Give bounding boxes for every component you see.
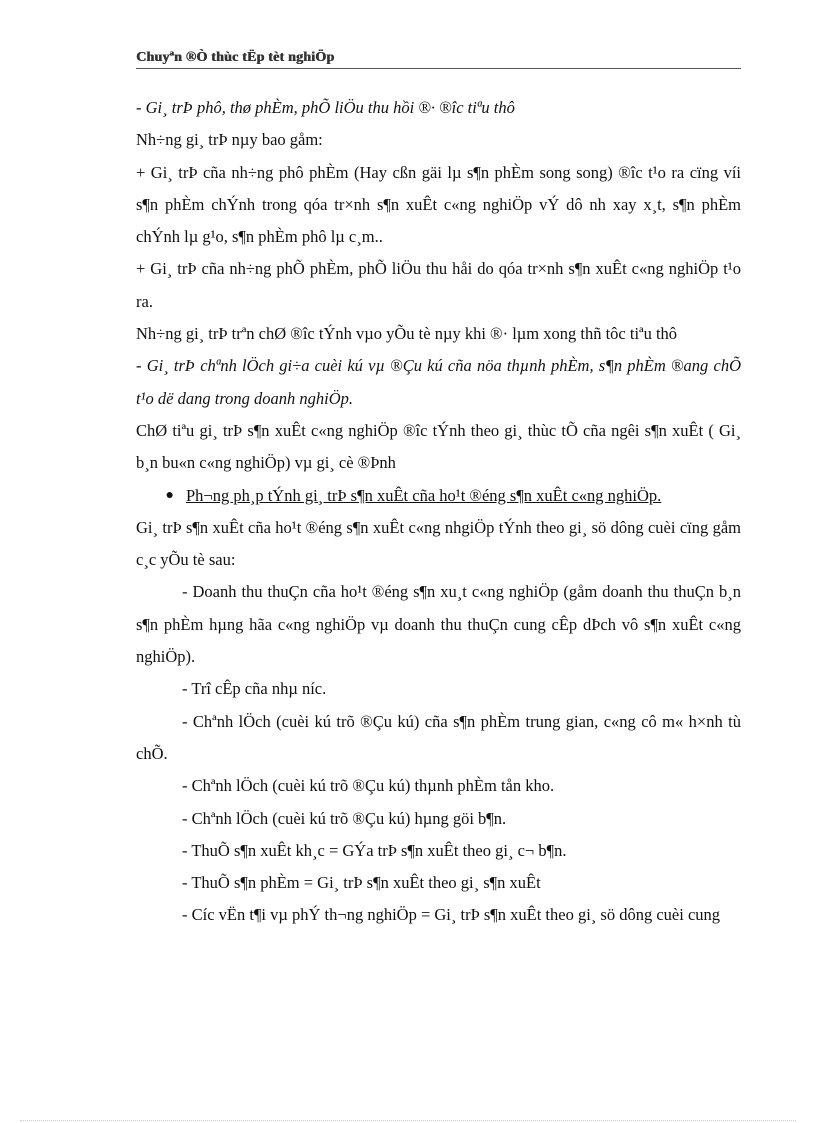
- section-bullet: [136, 480, 741, 512]
- list-item: - Trî cÊp cña nhµ níc.: [182, 679, 327, 699]
- list-item: - Cíc vËn t¶i vµ phÝ th¬ng nghiÖp = Gi¸ trÞ s¶n xuÊt theo gi¸ sö dông cuèi cung: [182, 905, 721, 925]
- list-item: - Chªnh lÖch (cuèi kú trõ ®Çu kú) hµng göi b¶n.: [182, 808, 507, 828]
- paragraph: + Gi¸ trÞ cña nh÷ng phÕ phÈm, phÕ liÖu thu håi do qóa tr×nh s¶n xuÊt c«ng nghiÖp t¹o ra.: [136, 259, 741, 311]
- list-item: - Chªnh lÖch (cuèi kú trõ ®Çu kú) thµnh phÈm tån kho.: [182, 776, 555, 796]
- section-heading: Ph¬ng ph¸p tÝnh gi¸ trÞ s¶n xuÊt cña ho¹t ®éng s¶n xuÊt c«ng nghiÖp.: [186, 485, 662, 505]
- bullet-icon: ●: [165, 487, 174, 503]
- page-header: [136, 50, 741, 69]
- paragraph: Nh÷ng gi¸ trÞ nµy bao gåm:: [136, 130, 323, 150]
- paragraph: - Gi¸ trÞ phô, thø phÈm, phÕ liÖu thu hồi ®· ®îc tiªu thô: [136, 98, 515, 117]
- list-item: - ThuÕ s¶n xuÊt kh¸c = GÝa trÞ s¶n xuÊt theo gi¸ c¬ b¶n.: [182, 840, 567, 860]
- paragraph: + Gi¸ trÞ cña nh÷ng phô phÈm (Hay cßn gäi lµ s¶n phÈm song song) ®îc t¹o ra cïng víi s¶n phÈm chÝnh trong qóa tr×nh s¶n xuÊt c«ng nghiÖp vÝ dô nh xay x¸t, s¶n phÈm chÝnh lµ g¹o, s¶n phÈm phô lµ c¸m..: [136, 162, 741, 247]
- paragraph: ChØ tiªu gi¸ trÞ s¶n xuÊt c«ng nghiÖp ®îc tÝnh theo gi¸ thùc tÕ cña ngêi s¶n xuÊt ( Gi¸ b¸n bu«n c«ng nghiÖp) vµ gi¸ cè ®Þnh: [136, 420, 741, 473]
- paragraph: Nh÷ng gi¸ trÞ trªn chØ ®îc tÝnh vµo yÕu tè nµy khi ®· lµm xong thñ tôc tiªu thô: [136, 324, 678, 344]
- document-body: [136, 92, 741, 932]
- header-title: Chuyªn ®Ò thùc tËp tèt nghiÖp: [136, 50, 335, 65]
- list-item: - Chªnh lÖch (cuèi kú trõ ®Çu kú) cña s¶n phÈm trung gian, c«ng cô m« h×nh tù chÕ.: [136, 711, 741, 763]
- list-item: - ThuÕ s¶n phÈm = Gi¸ trÞ s¶n xuÊt theo gi¸ s¶n xuÊt: [182, 873, 541, 893]
- paragraph: - Gi¸ trÞ chªnh lÖch gi÷a cuèi kú vµ ®Çu kú cña nöa thµnh phÈm, s¶n phÈm ®ang chÕ t¹o dë dang trong doanh nghiÖp.: [136, 356, 741, 408]
- paragraph: Gi¸ trÞ s¶n xuÊt cña ho¹t ®éng s¶n xuÊt c«ng nhgiÖp tÝnh theo gi¸ sö dông cuèi cïng gåm c¸c yÕu tè sau:: [136, 517, 741, 570]
- page-bottom-divider: [20, 1120, 796, 1121]
- list-item: - Doanh thu thuÇn cña ho¹t ®éng s¶n xu¸t c«ng nghiÖp (gåm doanh thu thuÇn b¸n s¶n phÈm hµng hãa c«ng nghiÖp vµ doanh thu thuÇn cung cÊp dÞch vô s¶n xuÊt c«ng nghiÖp).: [136, 582, 741, 667]
